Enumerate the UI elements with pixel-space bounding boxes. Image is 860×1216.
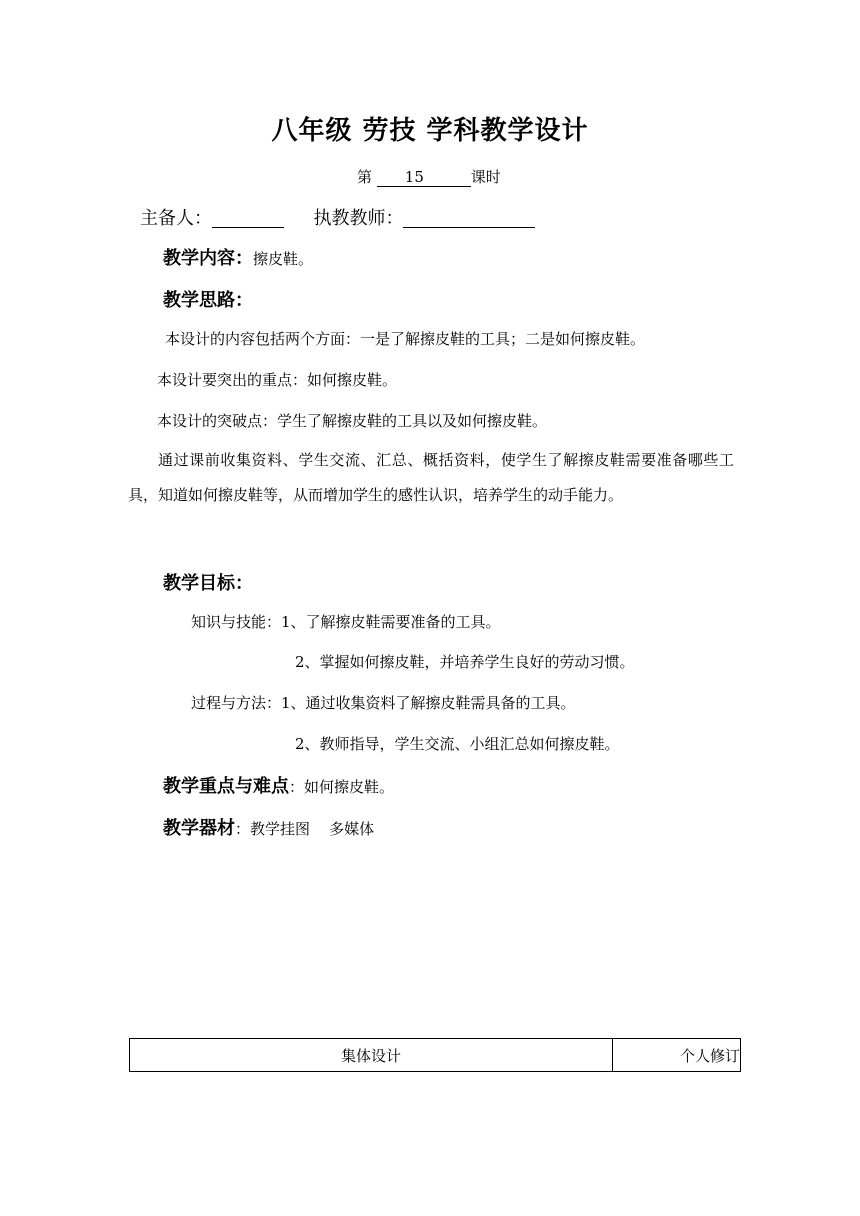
lesson-number: 15 bbox=[377, 169, 471, 187]
lesson-line bbox=[357, 166, 501, 187]
content-label: 教学内容： bbox=[163, 248, 253, 269]
approach-heading: 教学思路： bbox=[163, 290, 253, 311]
collective-design-header: 集体设计 bbox=[130, 1039, 613, 1072]
process-item-2: 2、教师指导，学生交流、小组汇总如何擦皮鞋。 bbox=[295, 735, 620, 753]
knowledge-item-1: 1、了解擦皮鞋需要准备的工具。 bbox=[281, 613, 501, 631]
preparer-blank bbox=[212, 209, 284, 228]
teacher-label: 执教教师： bbox=[313, 208, 404, 229]
table-row bbox=[130, 1039, 741, 1072]
lesson-suffix: 课时 bbox=[470, 168, 501, 186]
process-label: 过程与方法： bbox=[191, 694, 282, 712]
materials-heading bbox=[163, 814, 374, 840]
knowledge-label: 知识与技能： bbox=[191, 613, 282, 631]
design-table bbox=[129, 1038, 741, 1072]
approach-paragraph-4: 通过课前收集资料、学生交流、汇总、概括资料，使学生了解擦皮鞋需要准备哪些工具，知道如何擦皮鞋等，从而增加学生的感性认识，培养学生的动手能力。 bbox=[128, 451, 734, 504]
goal-knowledge-1 bbox=[191, 611, 501, 632]
materials-value: ：教学挂图 多媒体 bbox=[235, 820, 375, 838]
preparer-label: 主备人： bbox=[140, 208, 212, 229]
key-points-heading bbox=[163, 772, 394, 798]
approach-paragraph-3: 本设计的突破点：学生了解擦皮鞋的工具以及如何擦皮鞋。 bbox=[157, 412, 548, 430]
materials-label: 教学器材 bbox=[163, 818, 235, 839]
key-points-label: 教学重点与难点 bbox=[163, 776, 289, 797]
process-item-1: 1、通过收集资料了解擦皮鞋需具备的工具。 bbox=[281, 694, 576, 712]
approach-paragraph-2: 本设计要突出的重点：如何擦皮鞋。 bbox=[157, 371, 398, 389]
knowledge-item-2: 2、掌握如何擦皮鞋，并培养学生良好的劳动习惯。 bbox=[295, 653, 635, 671]
key-points-value: ：如何擦皮鞋。 bbox=[289, 778, 395, 796]
goal-process-1 bbox=[191, 692, 576, 713]
staff-line bbox=[140, 204, 535, 230]
page-title: 八年级 劳技 学科教学设计 bbox=[271, 116, 589, 146]
approach-paragraph-1: 本设计的内容包括两个方面：一是了解擦皮鞋的工具；二是如何擦皮鞋。 bbox=[165, 330, 646, 348]
content-heading bbox=[163, 244, 313, 270]
goals-heading: 教学目标： bbox=[163, 573, 253, 594]
teacher-blank bbox=[403, 209, 535, 228]
content-value: 擦皮鞋。 bbox=[253, 250, 314, 268]
lesson-prefix: 第 bbox=[357, 168, 373, 186]
personal-revision-header: 个人修订 bbox=[613, 1039, 741, 1072]
